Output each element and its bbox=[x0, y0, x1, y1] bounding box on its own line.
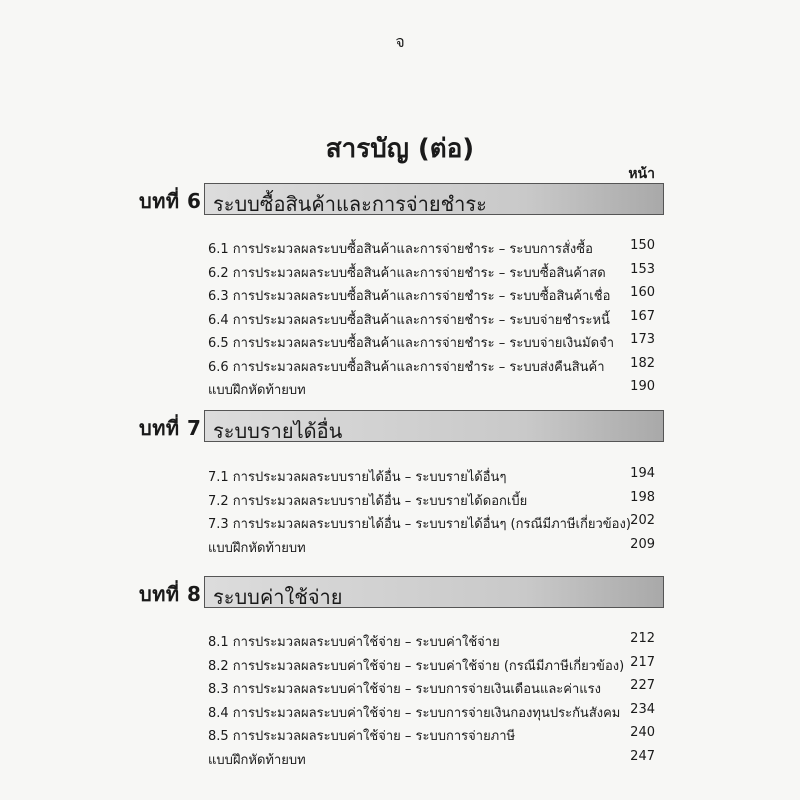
entry-title: 6.4 การประมวลผลระบบซื้อสินค้าและการจ่ายชำระ – ระบบจ่ายชำระหนี้ bbox=[208, 312, 610, 328]
chapter-heading-bar bbox=[204, 576, 664, 608]
entry-title: 8.4 การประมวลผลระบบค่าใช้จ่าย – ระบบการจ่ายเงินกองทุนประกันสังคม bbox=[208, 705, 621, 721]
entry-page: 247 bbox=[630, 748, 655, 764]
entry-page: 153 bbox=[630, 261, 655, 277]
toc-entry[interactable] bbox=[0, 306, 800, 330]
chapter-heading: ระบบรายได้อื่น bbox=[213, 419, 343, 443]
entry-page: 209 bbox=[630, 536, 655, 552]
toc-entry[interactable] bbox=[0, 235, 800, 259]
chapter-heading: ระบบซื้อสินค้าและการจ่ายชำระ bbox=[213, 192, 487, 216]
entry-page: 194 bbox=[630, 466, 655, 481]
entry-title: 6.5 การประมวลผลระบบซื้อสินค้าและการจ่ายชำระ – ระบบจ่ายเงินมัดจำ bbox=[208, 336, 614, 351]
chapter-6 bbox=[0, 181, 800, 400]
chapter-8 bbox=[0, 574, 800, 769]
toc-entry[interactable] bbox=[0, 353, 800, 377]
toc-entry[interactable] bbox=[0, 675, 800, 699]
toc-entry[interactable] bbox=[0, 746, 800, 770]
toc-entry[interactable] bbox=[0, 510, 800, 534]
toc-entry[interactable] bbox=[0, 376, 800, 400]
toc-entry[interactable] bbox=[0, 628, 800, 652]
chapter-heading: ระบบค่าใช้จ่าย bbox=[213, 585, 343, 609]
toc-entry[interactable] bbox=[0, 329, 800, 353]
entry-page: 240 bbox=[630, 725, 655, 740]
chapter-heading-bar bbox=[204, 183, 664, 215]
toc-entry[interactable] bbox=[0, 722, 800, 746]
page-letter: จ bbox=[395, 32, 405, 51]
entry-title: แบบฝึกหัดท้ายบท bbox=[208, 752, 306, 768]
entry-title: 7.3 การประมวลผลระบบรายได้อื่น – ระบบรายได้อื่นๆ (กรณีมีภาษีเกี่ยวข้อง) bbox=[208, 517, 631, 532]
entry-page: 212 bbox=[630, 631, 655, 646]
entry-title: แบบฝึกหัดท้ายบท bbox=[208, 540, 306, 556]
toc-entry[interactable] bbox=[0, 282, 800, 306]
toc-entry[interactable] bbox=[0, 652, 800, 676]
chapter-header bbox=[0, 181, 800, 217]
entry-title: 6.6 การประมวลผลระบบซื้อสินค้าและการจ่ายชำระ – ระบบส่งคืนสินค้า bbox=[208, 359, 605, 375]
entry-title: 6.2 การประมวลผลระบบซื้อสินค้าและการจ่ายชำระ – ระบบซื้อสินค้าสด bbox=[208, 265, 606, 281]
toc-entries bbox=[0, 463, 800, 557]
page-column-header: หน้า bbox=[628, 166, 655, 182]
toc-entries bbox=[0, 628, 800, 769]
chapter-heading-bar bbox=[204, 410, 664, 442]
toc-entry[interactable] bbox=[0, 463, 800, 487]
entry-page: 198 bbox=[630, 489, 655, 505]
entry-title: 8.3 การประมวลผลระบบค่าใช้จ่าย – ระบบการจ่ายเงินเดือนและค่าแรง bbox=[208, 682, 601, 697]
toc-entries bbox=[0, 235, 800, 400]
toc-entry[interactable] bbox=[0, 259, 800, 283]
entry-title: 6.1 การประมวลผลระบบซื้อสินค้าและการจ่ายชำระ – ระบบการสั่งซื้อ bbox=[208, 242, 593, 257]
entry-page: 217 bbox=[630, 654, 655, 670]
entry-title: 6.3 การประมวลผลระบบซื้อสินค้าและการจ่ายชำระ – ระบบซื้อสินค้าเชื่อ bbox=[208, 289, 611, 304]
toc-entry[interactable] bbox=[0, 534, 800, 558]
page-title: สารบัญ (ต่อ) bbox=[325, 134, 475, 164]
entry-title: 8.2 การประมวลผลระบบค่าใช้จ่าย – ระบบค่าใช้จ่าย (กรณีมีภาษีเกี่ยวข้อง) bbox=[208, 658, 625, 674]
chapter-label: บทที่ 7 bbox=[139, 416, 202, 440]
entry-page: 173 bbox=[630, 332, 655, 347]
chapter-header bbox=[0, 574, 800, 610]
chapter-label: บทที่ 6 bbox=[139, 189, 202, 213]
chapter-label: บทที่ 8 bbox=[139, 582, 202, 606]
entry-title: 8.1 การประมวลผลระบบค่าใช้จ่าย – ระบบค่าใช้จ่าย bbox=[208, 635, 500, 650]
entry-page: 234 bbox=[630, 701, 655, 717]
entry-page: 190 bbox=[630, 379, 655, 394]
entry-page: 227 bbox=[630, 678, 655, 693]
entry-title: 8.5 การประมวลผลระบบค่าใช้จ่าย – ระบบการจ่ายภาษี bbox=[208, 729, 516, 744]
entry-page: 150 bbox=[630, 238, 655, 253]
chapter-header bbox=[0, 408, 800, 444]
entry-title: 7.2 การประมวลผลระบบรายได้อื่น – ระบบรายได้ดอกเบี้ย bbox=[208, 493, 528, 509]
toc-entry[interactable] bbox=[0, 487, 800, 511]
entry-title: แบบฝึกหัดท้ายบท bbox=[208, 383, 306, 398]
chapter-7 bbox=[0, 408, 800, 557]
entry-page: 167 bbox=[630, 308, 655, 324]
entry-title: 7.1 การประมวลผลระบบรายได้อื่น – ระบบรายได้อื่นๆ bbox=[208, 470, 507, 485]
entry-page: 182 bbox=[630, 355, 655, 371]
toc-entry[interactable] bbox=[0, 699, 800, 723]
entry-page: 202 bbox=[630, 513, 655, 528]
entry-page: 160 bbox=[630, 285, 655, 300]
